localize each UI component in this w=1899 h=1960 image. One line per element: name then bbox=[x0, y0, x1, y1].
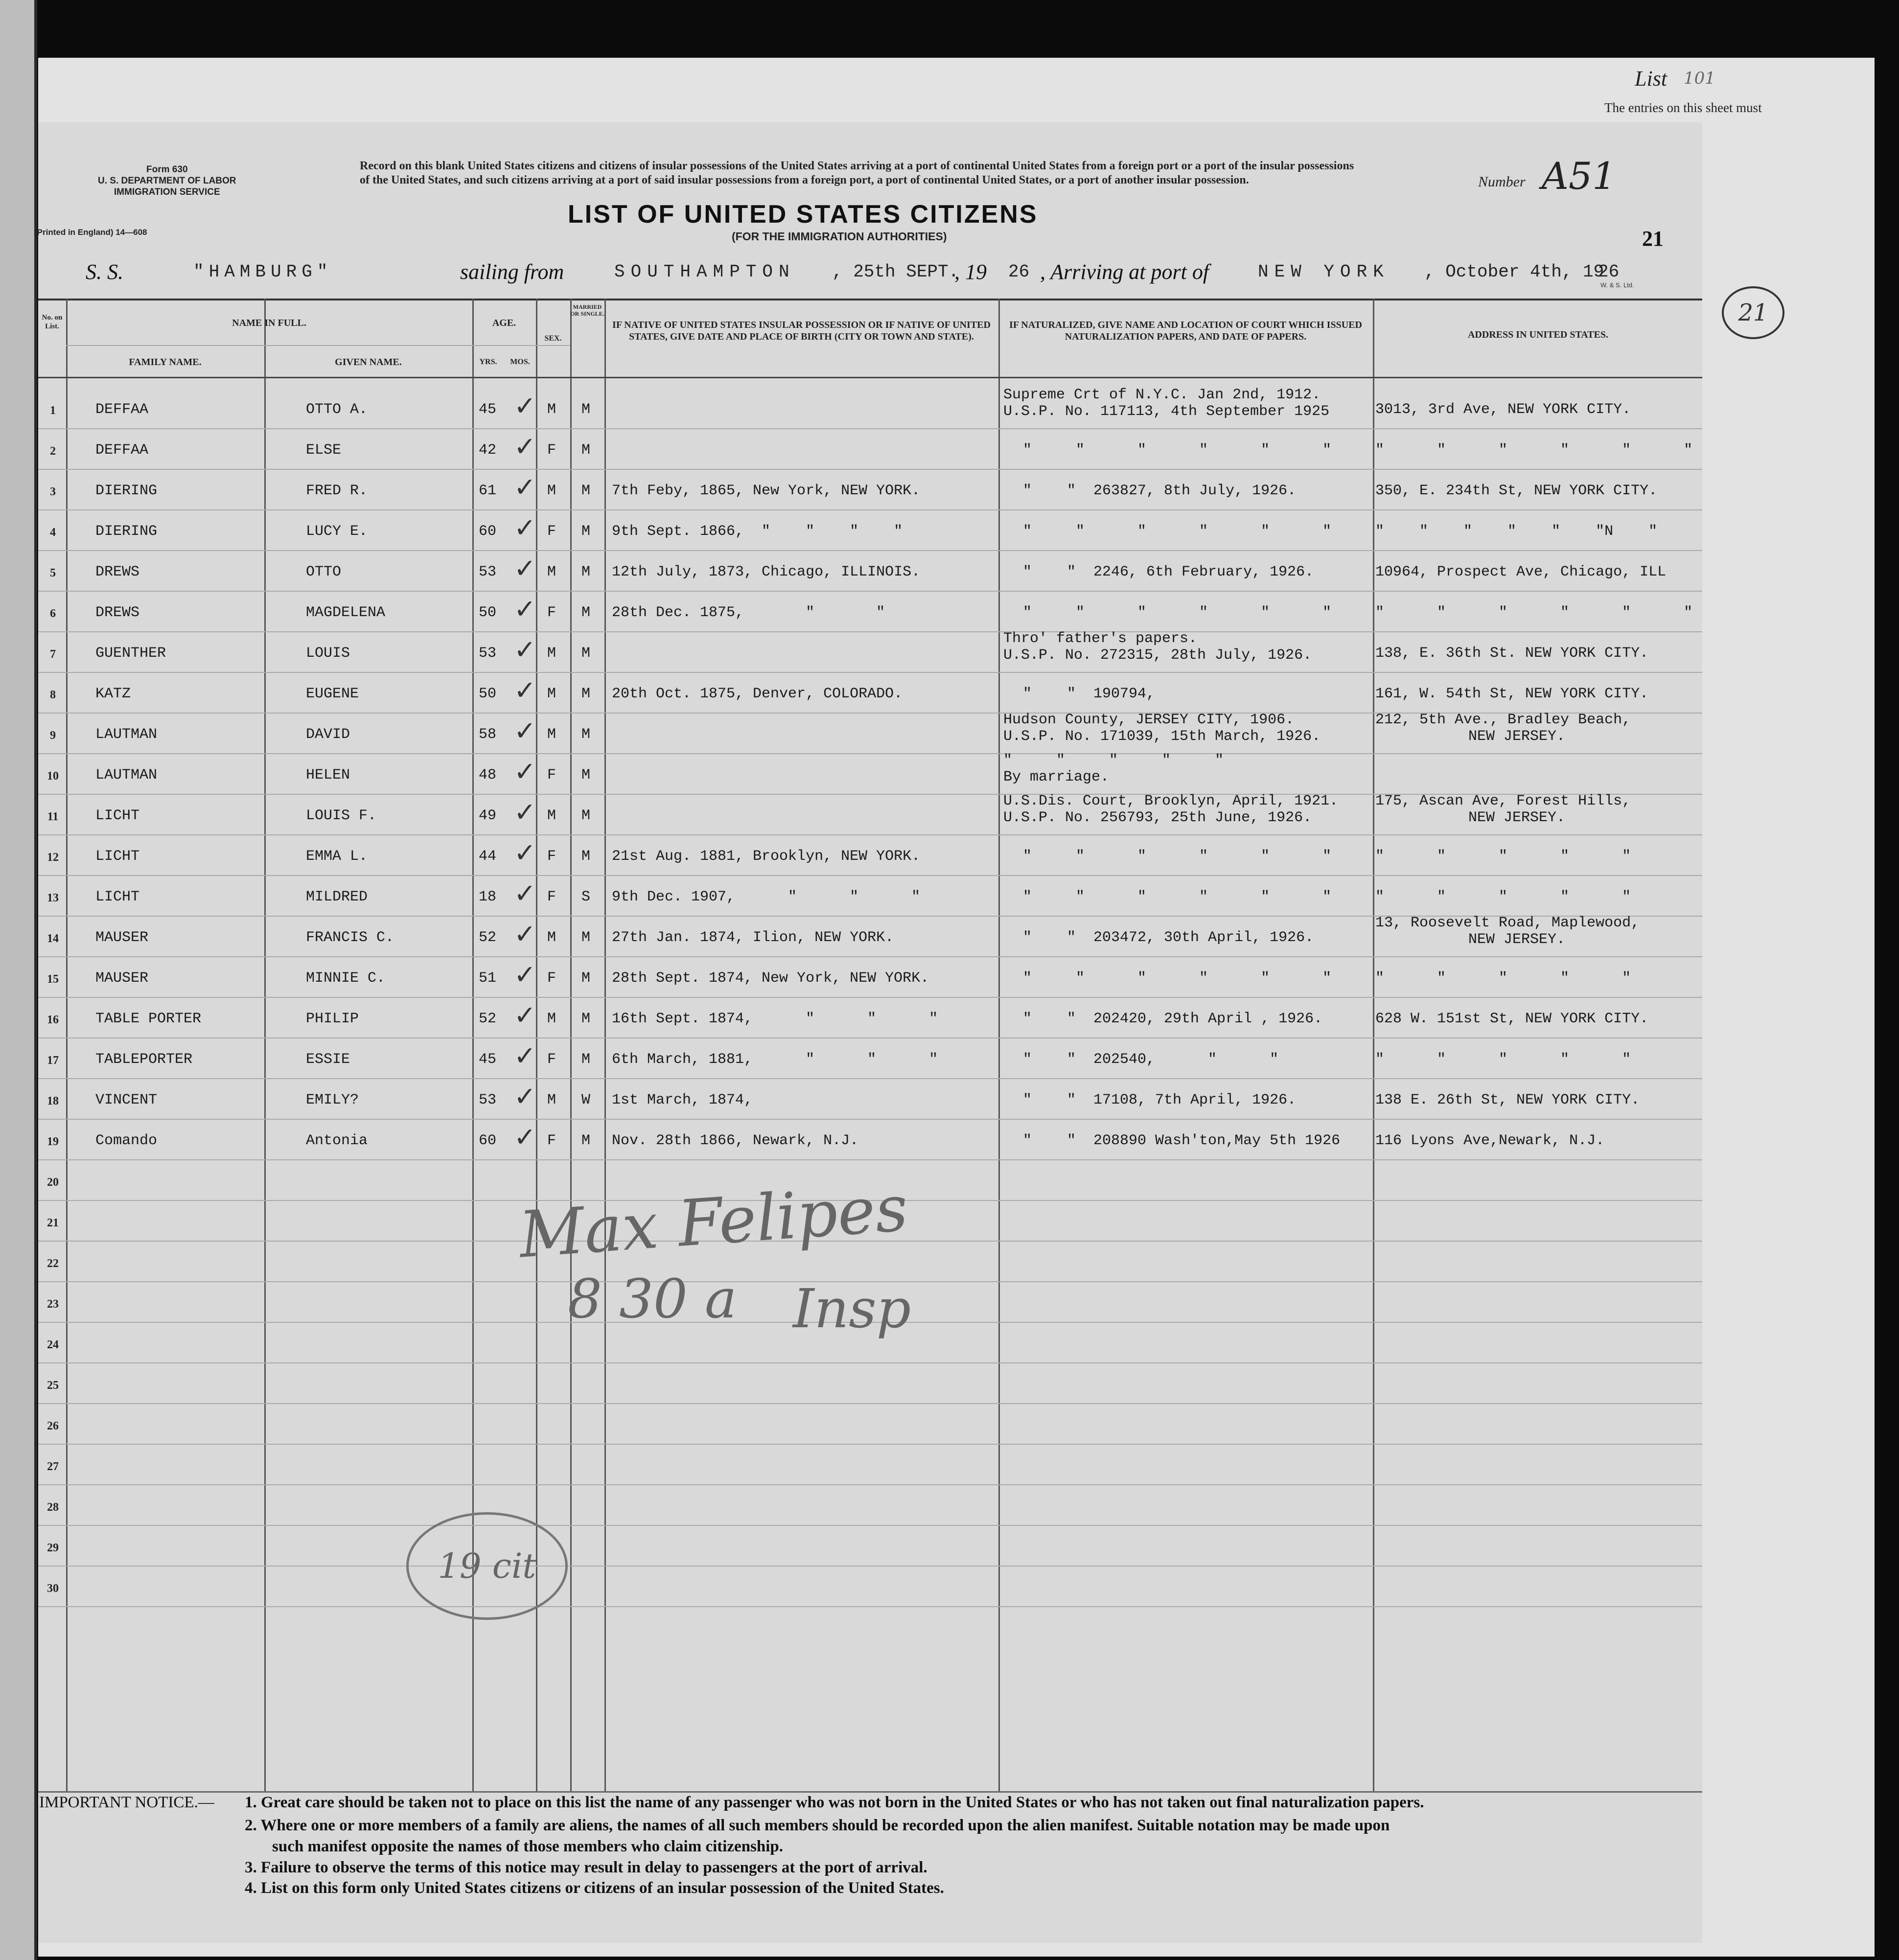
inspection-check-mark: ✓ bbox=[514, 1001, 536, 1030]
row-number: 15 bbox=[47, 973, 59, 986]
naturalization-line-2: U.S.P. No. 171039, 15th March, 1926. bbox=[1003, 728, 1321, 745]
given-name: MAGDELENA bbox=[306, 604, 386, 621]
inspection-check-mark: ✓ bbox=[514, 635, 536, 665]
form-area bbox=[38, 122, 1702, 1943]
family-name: DEFFAA bbox=[95, 401, 149, 418]
sex: F bbox=[547, 848, 556, 865]
ship-name: "HAMBURG" bbox=[193, 262, 333, 282]
row-number: 8 bbox=[50, 689, 56, 701]
inspection-check-mark: ✓ bbox=[514, 920, 536, 949]
header-bottom-border bbox=[38, 377, 1702, 378]
naturalization-details: " " " " " " bbox=[1023, 848, 1332, 865]
address: " " " " " " bbox=[1375, 442, 1693, 459]
header-subdivider bbox=[66, 345, 570, 346]
list-label: List bbox=[1635, 67, 1667, 91]
family-name: MAUSER bbox=[95, 929, 149, 946]
row-rule bbox=[38, 509, 1702, 510]
row-number: 24 bbox=[47, 1338, 59, 1351]
address-line-1: 175, Ascan Ave, Forest Hills, bbox=[1375, 793, 1631, 809]
inspection-check-mark: ✓ bbox=[514, 798, 536, 827]
row-number: 2 bbox=[50, 445, 56, 458]
row-rule bbox=[38, 550, 1702, 551]
row-rule bbox=[38, 428, 1702, 429]
inspection-time: 8 30 a bbox=[568, 1268, 737, 1330]
age-years: 50 bbox=[479, 604, 497, 621]
departure-year: 26 bbox=[1008, 262, 1030, 282]
row-number: 14 bbox=[47, 932, 59, 945]
age-years: 45 bbox=[479, 401, 497, 418]
naturalization-details: " " 2246, 6th February, 1926. bbox=[1023, 564, 1314, 580]
sex: M bbox=[547, 726, 556, 743]
row-rule bbox=[38, 1078, 1702, 1079]
birth-date-place: 9th Sept. 1866, " " " " bbox=[612, 523, 903, 540]
given-name: Antonia bbox=[306, 1132, 368, 1149]
row-number: 1 bbox=[50, 404, 56, 417]
birth-date-place: 12th July, 1873, Chicago, ILLINOIS. bbox=[612, 564, 921, 580]
form-subtitle: (FOR THE IMMIGRATION AUTHORITIES) bbox=[732, 230, 947, 243]
row-number: 22 bbox=[47, 1257, 59, 1270]
address-line-1: 13, Roosevelt Road, Maplewood, bbox=[1375, 915, 1640, 931]
row-number: 16 bbox=[47, 1014, 59, 1026]
naturalization-details: " " 208890 Wash'ton,May 5th 1926 bbox=[1023, 1132, 1341, 1149]
family-name: DREWS bbox=[95, 604, 140, 621]
header-naturalization: IF NATURALIZED, GIVE NAME AND LOCATION OF COURT WHICH ISSUED NATURALIZATION PAPERS, AND DATE OF PAPERS. bbox=[1009, 320, 1362, 342]
form-number: Form 630 bbox=[146, 164, 188, 175]
age-years: 45 bbox=[479, 1051, 497, 1068]
sex: M bbox=[547, 1092, 556, 1108]
form-identifier bbox=[98, 164, 236, 198]
departure-port: SOUTHAMPTON bbox=[614, 262, 795, 282]
marital-status: S bbox=[581, 889, 591, 905]
birth-date-place: 21st Aug. 1881, Brooklyn, NEW YORK. bbox=[612, 848, 921, 865]
header-birth-place: IF NATIVE OF UNITED STATES INSULAR POSSESSION OR IF NATIVE OF UNITED STATES, GIVE DATE AND PLACE OF BIRTH (CITY OR TOWN AND STATE). bbox=[612, 320, 991, 342]
inspection-check-mark: ✓ bbox=[514, 554, 536, 583]
inspection-check-mark: ✓ bbox=[514, 676, 536, 705]
row-number: 5 bbox=[50, 567, 56, 579]
age-years: 50 bbox=[479, 686, 497, 702]
row-rule bbox=[38, 1403, 1702, 1404]
underlying-page-edge bbox=[0, 0, 37, 1960]
naturalization-line-1: Supreme Crt of N.Y.C. Jan 2nd, 1912. bbox=[1003, 387, 1321, 403]
given-name: OTTO bbox=[306, 564, 342, 580]
row-number: 20 bbox=[47, 1176, 59, 1189]
age-years: 58 bbox=[479, 726, 497, 743]
sex: M bbox=[547, 483, 556, 499]
arrival-year: 26 bbox=[1598, 262, 1620, 282]
family-name: KATZ bbox=[95, 686, 131, 702]
printed-in-note: (Printed in England) 14—608 bbox=[34, 228, 147, 237]
address: " " " " " " bbox=[1375, 604, 1693, 621]
address-line-2: NEW JERSEY. bbox=[1468, 728, 1566, 745]
given-name: PHILIP bbox=[306, 1011, 359, 1027]
header-months: MOS. bbox=[510, 358, 530, 366]
given-name: EMMA L. bbox=[306, 848, 368, 865]
given-name: FRANCIS C. bbox=[306, 929, 394, 946]
row-number: 30 bbox=[47, 1582, 59, 1595]
inspection-check-mark: ✓ bbox=[514, 1041, 536, 1071]
address: 628 W. 151st St, NEW YORK CITY. bbox=[1375, 1011, 1649, 1027]
sex: F bbox=[547, 442, 556, 459]
given-name: LOUIS bbox=[306, 645, 350, 662]
notice-4: 4. List on this form only United States citizens or citizens of an insular possession of the United States. bbox=[245, 1879, 944, 1897]
age-years: 44 bbox=[479, 848, 497, 865]
address-line-1: 212, 5th Ave., Bradley Beach, bbox=[1375, 712, 1631, 728]
sex: F bbox=[547, 1132, 556, 1149]
naturalization-details: " " 263827, 8th July, 1926. bbox=[1023, 483, 1297, 499]
naturalization-details: " " " " " " bbox=[1023, 523, 1332, 540]
naturalization-details: " " " " " " bbox=[1023, 442, 1332, 459]
age-years: 18 bbox=[479, 889, 497, 905]
header-given-name: GIVEN NAME. bbox=[335, 357, 402, 368]
inspection-check-mark: ✓ bbox=[514, 757, 536, 786]
age-years: 60 bbox=[479, 1132, 497, 1149]
row-rule bbox=[38, 997, 1702, 998]
row-number: 27 bbox=[47, 1460, 59, 1473]
departure-date: , 25th SEPT. bbox=[832, 262, 959, 282]
row-rule bbox=[38, 875, 1702, 876]
marital-status: M bbox=[581, 726, 591, 743]
sex: F bbox=[547, 1051, 556, 1068]
marital-status: M bbox=[581, 1011, 591, 1027]
row-number: 13 bbox=[47, 892, 59, 904]
inspection-check-mark: ✓ bbox=[514, 1082, 536, 1111]
sex: M bbox=[547, 645, 556, 662]
row-rule bbox=[38, 1566, 1702, 1567]
sheet-number: 21 bbox=[1642, 227, 1664, 251]
header-address: ADDRESS IN UNITED STATES. bbox=[1467, 329, 1609, 340]
naturalization-details: " " 202540, " " bbox=[1023, 1051, 1279, 1068]
circled-citizen-count: 19 cit bbox=[406, 1512, 568, 1620]
row-rule bbox=[38, 672, 1702, 673]
marital-status: M bbox=[581, 483, 591, 499]
address: 138, E. 36th St. NEW YORK CITY. bbox=[1375, 645, 1649, 662]
naturalization-details: " " " " " " bbox=[1023, 889, 1332, 905]
birth-date-place: 16th Sept. 1874, " " " bbox=[612, 1011, 938, 1027]
header-married-single: MARRIED OR SINGLE. bbox=[570, 303, 604, 317]
inspector-signature: Max Felipes bbox=[516, 1171, 910, 1272]
inspection-check-mark: ✓ bbox=[514, 513, 536, 543]
row-number: 9 bbox=[50, 729, 56, 742]
naturalization-details: " " 202420, 29th April , 1926. bbox=[1023, 1011, 1323, 1027]
departure-year-prefix: , 19 bbox=[954, 260, 987, 284]
marital-status: M bbox=[581, 848, 591, 865]
column-divider bbox=[66, 299, 68, 1791]
marital-status: M bbox=[581, 604, 591, 621]
family-name: LICHT bbox=[95, 807, 140, 824]
header-name-in-full: NAME IN FULL. bbox=[232, 318, 306, 328]
arrival-port: NEW YORK bbox=[1258, 262, 1390, 282]
naturalization-line-2: U.S.P. No. 256793, 25th June, 1926. bbox=[1003, 809, 1312, 826]
marital-status: W bbox=[581, 1092, 591, 1108]
department-name: U. S. DEPARTMENT OF LABOR bbox=[98, 176, 236, 186]
row-number: 10 bbox=[47, 770, 59, 783]
row-rule bbox=[38, 1119, 1702, 1120]
form-title: LIST OF UNITED STATES CITIZENS bbox=[568, 200, 1038, 229]
given-name: ESSIE bbox=[306, 1051, 350, 1068]
address: " " " " " bbox=[1375, 848, 1631, 865]
address-line-2: NEW JERSEY. bbox=[1468, 809, 1566, 826]
birth-date-place: 7th Feby, 1865, New York, NEW YORK. bbox=[612, 483, 921, 499]
address: 10964, Prospect Ave, Chicago, ILL bbox=[1375, 564, 1667, 580]
inspection-check-mark: ✓ bbox=[514, 432, 536, 461]
family-name: DIERING bbox=[95, 483, 158, 499]
inspection-check-mark: ✓ bbox=[514, 1123, 536, 1152]
row-number: 18 bbox=[47, 1095, 59, 1107]
age-years: 53 bbox=[479, 564, 497, 580]
inspection-check-mark: ✓ bbox=[514, 473, 536, 502]
arrival-date: , October 4th, 19 bbox=[1424, 262, 1604, 282]
inspector-initials: Insp bbox=[793, 1277, 911, 1340]
ss-label: S. S. bbox=[86, 260, 123, 284]
column-divider bbox=[604, 299, 606, 1791]
sex: M bbox=[547, 1011, 556, 1027]
table-bottom-border bbox=[38, 1791, 1702, 1793]
naturalization-details: " " " " " " bbox=[1023, 970, 1332, 987]
given-name: LUCY E. bbox=[306, 523, 368, 540]
printer-mark: W. & S. Ltd. bbox=[1600, 281, 1634, 289]
naturalization-line-2: By marriage. bbox=[1003, 769, 1110, 785]
header-family-name: FAMILY NAME. bbox=[129, 357, 202, 368]
birth-date-place: 1st March, 1874, bbox=[612, 1092, 753, 1108]
row-rule bbox=[38, 753, 1702, 754]
marital-status: M bbox=[581, 1051, 591, 1068]
row-rule bbox=[38, 834, 1702, 835]
given-name: DAVID bbox=[306, 726, 350, 743]
given-name: ELSE bbox=[306, 442, 342, 459]
address: 3013, 3rd Ave, NEW YORK CITY. bbox=[1375, 401, 1631, 418]
age-years: 52 bbox=[479, 1011, 497, 1027]
sex: M bbox=[547, 401, 556, 418]
address: 116 Lyons Ave,Newark, N.J. bbox=[1375, 1132, 1605, 1149]
family-name: DEFFAA bbox=[95, 442, 149, 459]
marital-status: M bbox=[581, 401, 591, 418]
address: " " " " " "N " bbox=[1375, 523, 1658, 540]
row-rule bbox=[38, 1484, 1702, 1485]
marital-status: M bbox=[581, 1132, 591, 1149]
family-name: DREWS bbox=[95, 564, 140, 580]
sex: M bbox=[547, 807, 556, 824]
sex: M bbox=[547, 686, 556, 702]
age-years: 53 bbox=[479, 1092, 497, 1108]
sex: M bbox=[547, 564, 556, 580]
age-years: 48 bbox=[479, 767, 497, 784]
row-rule bbox=[38, 1525, 1702, 1526]
row-rule bbox=[38, 956, 1702, 957]
row-rule bbox=[38, 1606, 1702, 1607]
family-name: LICHT bbox=[95, 889, 140, 905]
marital-status: M bbox=[581, 523, 591, 540]
age-years: 61 bbox=[479, 483, 497, 499]
birth-date-place: 28th Dec. 1875, " " bbox=[612, 604, 885, 621]
birth-date-place: 20th Oct. 1875, Denver, COLORADO. bbox=[612, 686, 903, 702]
row-rule bbox=[38, 591, 1702, 592]
row-rule bbox=[38, 1159, 1702, 1160]
marital-status: M bbox=[581, 686, 591, 702]
naturalization-line-1: U.S.Dis. Court, Brooklyn, April, 1921. bbox=[1003, 793, 1339, 809]
birth-date-place: 6th March, 1881, " " " bbox=[612, 1051, 938, 1068]
given-name: MINNIE C. bbox=[306, 970, 386, 987]
sex: F bbox=[547, 604, 556, 621]
column-divider bbox=[570, 299, 572, 1791]
row-number: 6 bbox=[50, 607, 56, 620]
marital-status: M bbox=[581, 442, 591, 459]
naturalization-line-1: Thro' father's papers. bbox=[1003, 630, 1198, 647]
row-number: 28 bbox=[47, 1501, 59, 1514]
row-number: 3 bbox=[50, 485, 56, 498]
family-name: DIERING bbox=[95, 523, 158, 540]
age-years: 53 bbox=[479, 645, 497, 662]
number-label: Number bbox=[1478, 174, 1526, 190]
address-line-2: NEW JERSEY. bbox=[1468, 931, 1566, 948]
marital-status: M bbox=[581, 564, 591, 580]
row-number: 19 bbox=[47, 1135, 59, 1148]
birth-date-place: 27th Jan. 1874, Ilion, NEW YORK. bbox=[612, 929, 894, 946]
age-years: 49 bbox=[479, 807, 497, 824]
row-number: 17 bbox=[47, 1054, 59, 1067]
family-name: TABLEPORTER bbox=[95, 1051, 193, 1068]
naturalization-details: " " 190794, bbox=[1023, 686, 1156, 702]
family-name: TABLE PORTER bbox=[95, 1011, 202, 1027]
marital-status: M bbox=[581, 767, 591, 784]
inspection-check-mark: ✓ bbox=[514, 838, 536, 868]
row-rule bbox=[38, 631, 1702, 632]
age-years: 60 bbox=[479, 523, 497, 540]
list-number: 101 bbox=[1684, 69, 1715, 88]
row-rule bbox=[38, 1444, 1702, 1445]
naturalization-details: " " 203472, 30th April, 1926. bbox=[1023, 929, 1314, 946]
entries-note: The entries on this sheet must bbox=[1604, 100, 1762, 115]
marital-status: M bbox=[581, 929, 591, 946]
record-instructions: Record on this blank United States citizens and citizens of insular possessions of the United States arriving at a port of continental United States from a foreign port or a port of the insular possessions of the United States, and such citizens arriving at a port of said insular possessions from a foreign port, a port of continental United States, or a port of another insular possession. bbox=[360, 160, 1354, 186]
age-years: 51 bbox=[479, 970, 497, 987]
row-number: 4 bbox=[50, 526, 56, 539]
notice-2: 2. Where one or more members of a family are aliens, the names of all such members should be recorded upon the alien manifest. Suitable notation may be made upon bbox=[245, 1817, 1390, 1834]
family-name: LAUTMAN bbox=[95, 726, 158, 743]
notice-1: 1. Great care should be taken not to place on this list the name of any passenger who was not born in the United States or who has not taken out final naturalization papers. bbox=[245, 1794, 1424, 1811]
birth-date-place: 9th Dec. 1907, " " " bbox=[612, 889, 921, 905]
given-name: LOUIS F. bbox=[306, 807, 377, 824]
row-number: 26 bbox=[47, 1420, 59, 1432]
row-number: 7 bbox=[50, 648, 56, 661]
important-notice-label: IMPORTANT NOTICE.— bbox=[39, 1794, 214, 1811]
address: 138 E. 26th St, NEW YORK CITY. bbox=[1375, 1092, 1640, 1108]
header-list-number: No. on List. bbox=[42, 314, 63, 330]
row-number: 21 bbox=[47, 1217, 59, 1229]
birth-date-place: Nov. 28th 1866, Newark, N.J. bbox=[612, 1132, 859, 1149]
sex: F bbox=[547, 523, 556, 540]
sex: M bbox=[547, 929, 556, 946]
inspection-check-mark: ✓ bbox=[514, 716, 536, 746]
given-name: EUGENE bbox=[306, 686, 359, 702]
address: " " " " " bbox=[1375, 1051, 1631, 1068]
row-number: 12 bbox=[47, 851, 59, 864]
family-name: Comando bbox=[95, 1132, 158, 1149]
birth-date-place: 28th Sept. 1874, New York, NEW YORK. bbox=[612, 970, 929, 987]
inspection-check-mark: ✓ bbox=[514, 879, 536, 908]
column-divider bbox=[1373, 299, 1374, 1791]
sailing-from-label: sailing from bbox=[460, 260, 564, 284]
row-number: 23 bbox=[47, 1298, 59, 1311]
header-sex: SEX. bbox=[544, 334, 562, 343]
number-value: A51 bbox=[1542, 154, 1616, 198]
address: 350, E. 234th St, NEW YORK CITY. bbox=[1375, 483, 1658, 499]
address: " " " " " bbox=[1375, 889, 1631, 905]
address: 161, W. 54th St, NEW YORK CITY. bbox=[1375, 686, 1649, 702]
age-years: 52 bbox=[479, 929, 497, 946]
sex: F bbox=[547, 889, 556, 905]
notice-2-continued: such manifest opposite the names of those members who claim citizenship. bbox=[272, 1838, 784, 1855]
inspection-check-mark: ✓ bbox=[514, 960, 536, 990]
given-name: MILDRED bbox=[306, 889, 368, 905]
row-number: 25 bbox=[47, 1379, 59, 1392]
address: " " " " " bbox=[1375, 970, 1631, 987]
marital-status: M bbox=[581, 970, 591, 987]
given-name: EMILY? bbox=[306, 1092, 359, 1108]
family-name: MAUSER bbox=[95, 970, 149, 987]
header-age: AGE. bbox=[492, 318, 516, 328]
marital-status: M bbox=[581, 807, 591, 824]
row-rule bbox=[38, 469, 1702, 470]
row-number: 11 bbox=[47, 810, 59, 823]
given-name: OTTO A. bbox=[306, 401, 368, 418]
naturalization-line-2: U.S.P. No. 117113, 4th September 1925 bbox=[1003, 403, 1330, 420]
header-years: YRS. bbox=[479, 358, 497, 366]
naturalization-details: " " " " " " bbox=[1023, 604, 1332, 621]
row-number: 29 bbox=[47, 1542, 59, 1554]
arriving-label: , Arriving at port of bbox=[1040, 260, 1209, 284]
age-years: 42 bbox=[479, 442, 497, 459]
naturalization-line-1: " " " " " bbox=[1003, 752, 1224, 769]
family-name: LICHT bbox=[95, 848, 140, 865]
naturalization-details: " " 17108, 7th April, 1926. bbox=[1023, 1092, 1297, 1108]
family-name: LAUTMAN bbox=[95, 767, 158, 784]
family-name: GUENTHER bbox=[95, 645, 166, 662]
given-name: HELEN bbox=[306, 767, 350, 784]
inspection-check-mark: ✓ bbox=[514, 392, 536, 421]
naturalization-line-2: U.S.P. No. 272315, 28th July, 1926. bbox=[1003, 647, 1312, 664]
row-rule bbox=[38, 1362, 1702, 1363]
column-divider bbox=[264, 299, 266, 1791]
family-name: VINCENT bbox=[95, 1092, 158, 1108]
circled-page-number: 21 bbox=[1722, 286, 1784, 339]
sex: F bbox=[547, 970, 556, 987]
given-name: FRED R. bbox=[306, 483, 368, 499]
notice-3: 3. Failure to observe the terms of this notice may result in delay to passengers at the port of arrival. bbox=[245, 1859, 927, 1876]
inspection-check-mark: ✓ bbox=[514, 595, 536, 624]
naturalization-line-1: Hudson County, JERSEY CITY, 1906. bbox=[1003, 712, 1295, 728]
service-name: IMMIGRATION SERVICE bbox=[114, 187, 220, 197]
sex: F bbox=[547, 767, 556, 784]
marital-status: M bbox=[581, 645, 591, 662]
table-top-border bbox=[38, 299, 1702, 300]
column-divider bbox=[998, 299, 1000, 1791]
